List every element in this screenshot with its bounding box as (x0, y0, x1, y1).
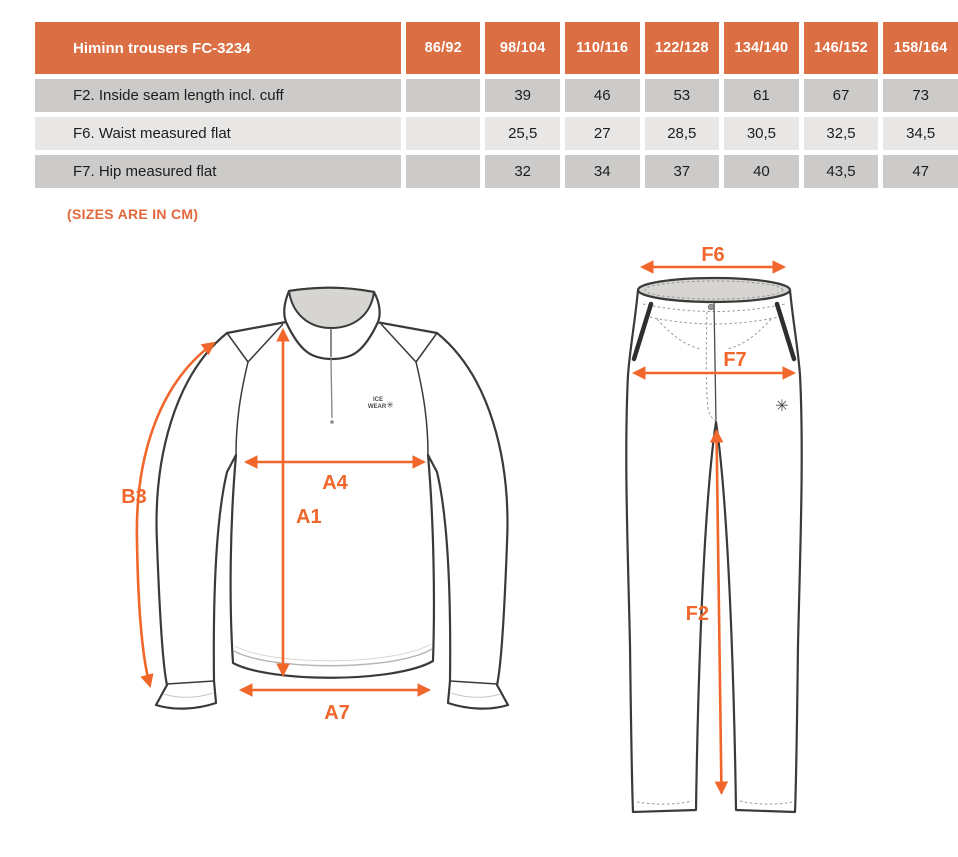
size-table-container (35, 22, 958, 188)
measurement-value: 67 (804, 79, 879, 112)
size-column-header: 134/140 (724, 22, 799, 74)
f7-label: F7 (723, 349, 747, 371)
measurement-value: 32,5 (804, 117, 879, 150)
size-column-header: 122/128 (645, 22, 720, 74)
a1-label: A1 (296, 506, 322, 528)
svg-text:ICE: ICE (372, 397, 384, 403)
f2-inseam-arrow (717, 431, 722, 793)
size-column-header: 86/92 (406, 22, 480, 74)
measurement-value: 28,5 (645, 117, 720, 150)
measurement-value: 27 (565, 117, 640, 150)
size-column-header: 98/104 (485, 22, 559, 74)
measurement-value: 40 (724, 155, 799, 188)
size-table-header-row (35, 22, 958, 74)
a7-label: A7 (324, 702, 350, 724)
measurement-value (406, 117, 480, 150)
measurement-value (406, 155, 480, 188)
measurement-value (406, 79, 480, 112)
svg-text:✳: ✳ (386, 400, 394, 410)
measurement-value: 46 (565, 79, 640, 112)
measurement-label: F6. Waist measured flat (35, 117, 401, 150)
f6-label: F6 (701, 244, 725, 266)
trousers-drawing (626, 278, 801, 812)
measurement-value: 32 (485, 155, 559, 188)
measurement-value: 39 (485, 79, 559, 112)
measurement-value: 30,5 (724, 117, 799, 150)
table-row (35, 155, 958, 188)
sweater-drawing (156, 288, 508, 709)
measurement-value: 37 (645, 155, 720, 188)
measurement-value: 34,5 (883, 117, 958, 150)
svg-text:WEAR: WEAR (367, 404, 387, 410)
measurement-value: 25,5 (485, 117, 559, 150)
f2-label: F2 (685, 603, 709, 625)
product-title: Himinn trousers FC-3234 (35, 22, 401, 74)
measurement-value: 34 (565, 155, 640, 188)
trousers-measurement-diagram (595, 240, 935, 850)
measurement-label: F2. Inside seam length incl. cuff (35, 79, 401, 112)
size-table (30, 17, 958, 193)
measurement-label: F7. Hip measured flat (35, 155, 401, 188)
measurement-value: 53 (645, 79, 720, 112)
size-column-header: 158/164 (883, 22, 958, 74)
table-row (35, 79, 958, 112)
sweater-measurement-diagram (30, 253, 550, 753)
a4-label: A4 (322, 472, 348, 494)
b3-label: B3 (121, 486, 147, 508)
measurement-value: 73 (883, 79, 958, 112)
size-column-header: 146/152 (804, 22, 879, 74)
measurement-value: 61 (724, 79, 799, 112)
sizes-in-cm-note: (SIZES ARE IN CM) (67, 206, 199, 222)
measurement-value: 47 (883, 155, 958, 188)
snowflake-logo-icon: ✳ (775, 398, 789, 415)
size-column-header: 110/116 (565, 22, 640, 74)
measurement-value: 43,5 (804, 155, 879, 188)
table-row (35, 117, 958, 150)
